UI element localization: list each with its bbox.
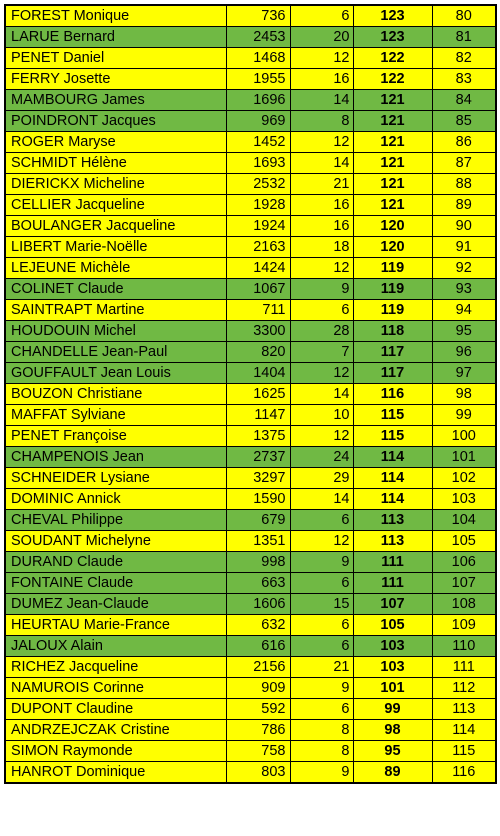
- total-points-cell: 1452: [226, 132, 290, 153]
- total-points-cell: 1696: [226, 90, 290, 111]
- games-count-cell: 9: [290, 279, 353, 300]
- table-row: [5, 573, 496, 594]
- player-name-cell: DIERICKX Micheline: [5, 174, 226, 195]
- games-count-cell: 14: [290, 489, 353, 510]
- player-name-cell: FONTAINE Claude: [5, 573, 226, 594]
- games-count-cell: 12: [290, 258, 353, 279]
- table-row: [5, 762, 496, 784]
- total-points-cell: 998: [226, 552, 290, 573]
- player-name-cell: DUMEZ Jean-Claude: [5, 594, 226, 615]
- total-points-cell: 1693: [226, 153, 290, 174]
- rank-cell: 100: [432, 426, 496, 447]
- average-cell: 117: [353, 363, 432, 384]
- rank-cell: 109: [432, 615, 496, 636]
- total-points-cell: 1424: [226, 258, 290, 279]
- player-name-cell: RICHEZ Jacqueline: [5, 657, 226, 678]
- games-count-cell: 9: [290, 552, 353, 573]
- games-count-cell: 12: [290, 426, 353, 447]
- player-name-cell: GOUFFAULT Jean Louis: [5, 363, 226, 384]
- games-count-cell: 8: [290, 111, 353, 132]
- average-cell: 99: [353, 699, 432, 720]
- average-cell: 123: [353, 5, 432, 27]
- average-cell: 120: [353, 216, 432, 237]
- total-points-cell: 1067: [226, 279, 290, 300]
- player-name-cell: DUPONT Claudine: [5, 699, 226, 720]
- player-name-cell: DOMINIC Annick: [5, 489, 226, 510]
- rank-cell: 95: [432, 321, 496, 342]
- table-row: [5, 531, 496, 552]
- table-row: [5, 384, 496, 405]
- rank-cell: 84: [432, 90, 496, 111]
- rank-cell: 104: [432, 510, 496, 531]
- player-name-cell: SOUDANT Michelyne: [5, 531, 226, 552]
- average-cell: 121: [353, 195, 432, 216]
- total-points-cell: 1606: [226, 594, 290, 615]
- average-cell: 121: [353, 111, 432, 132]
- average-cell: 122: [353, 48, 432, 69]
- total-points-cell: 1955: [226, 69, 290, 90]
- rank-cell: 83: [432, 69, 496, 90]
- average-cell: 116: [353, 384, 432, 405]
- average-cell: 122: [353, 69, 432, 90]
- rank-cell: 99: [432, 405, 496, 426]
- table-row: [5, 342, 496, 363]
- player-name-cell: ANDRZEJCZAK Cristine: [5, 720, 226, 741]
- table-row: [5, 258, 496, 279]
- total-points-cell: 2163: [226, 237, 290, 258]
- table-row: [5, 699, 496, 720]
- average-cell: 103: [353, 657, 432, 678]
- table-row: [5, 111, 496, 132]
- player-name-cell: CHEVAL Philippe: [5, 510, 226, 531]
- average-cell: 114: [353, 489, 432, 510]
- average-cell: 113: [353, 531, 432, 552]
- player-name-cell: SCHNEIDER Lysiane: [5, 468, 226, 489]
- rank-cell: 92: [432, 258, 496, 279]
- table-row: [5, 468, 496, 489]
- total-points-cell: 616: [226, 636, 290, 657]
- average-cell: 89: [353, 762, 432, 784]
- average-cell: 98: [353, 720, 432, 741]
- games-count-cell: 20: [290, 27, 353, 48]
- table-row: [5, 489, 496, 510]
- games-count-cell: 29: [290, 468, 353, 489]
- player-name-cell: HEURTAU Marie-France: [5, 615, 226, 636]
- games-count-cell: 7: [290, 342, 353, 363]
- games-count-cell: 10: [290, 405, 353, 426]
- total-points-cell: 2532: [226, 174, 290, 195]
- average-cell: 114: [353, 468, 432, 489]
- total-points-cell: 1468: [226, 48, 290, 69]
- total-points-cell: 1375: [226, 426, 290, 447]
- player-name-cell: DURAND Claude: [5, 552, 226, 573]
- total-points-cell: 2737: [226, 447, 290, 468]
- games-count-cell: 28: [290, 321, 353, 342]
- average-cell: 121: [353, 132, 432, 153]
- average-cell: 114: [353, 447, 432, 468]
- player-name-cell: LARUE Bernard: [5, 27, 226, 48]
- player-name-cell: JALOUX Alain: [5, 636, 226, 657]
- total-points-cell: 1625: [226, 384, 290, 405]
- player-name-cell: SIMON Raymonde: [5, 741, 226, 762]
- rank-cell: 93: [432, 279, 496, 300]
- table-row: [5, 5, 496, 27]
- total-points-cell: 786: [226, 720, 290, 741]
- table-row: [5, 594, 496, 615]
- player-name-cell: ROGER Maryse: [5, 132, 226, 153]
- table-row: [5, 27, 496, 48]
- table-row: [5, 447, 496, 468]
- table-row: [5, 132, 496, 153]
- average-cell: 121: [353, 90, 432, 111]
- average-cell: 117: [353, 342, 432, 363]
- player-name-cell: MAMBOURG James: [5, 90, 226, 111]
- games-count-cell: 12: [290, 363, 353, 384]
- average-cell: 123: [353, 27, 432, 48]
- average-cell: 107: [353, 594, 432, 615]
- total-points-cell: 632: [226, 615, 290, 636]
- table-row: [5, 741, 496, 762]
- table-row: [5, 216, 496, 237]
- player-name-cell: COLINET Claude: [5, 279, 226, 300]
- average-cell: 111: [353, 552, 432, 573]
- player-name-cell: HANROT Dominique: [5, 762, 226, 784]
- table-row: [5, 552, 496, 573]
- table-row: [5, 195, 496, 216]
- rank-cell: 85: [432, 111, 496, 132]
- rank-cell: 113: [432, 699, 496, 720]
- player-name-cell: NAMUROIS Corinne: [5, 678, 226, 699]
- average-cell: 120: [353, 237, 432, 258]
- total-points-cell: 663: [226, 573, 290, 594]
- rank-cell: 108: [432, 594, 496, 615]
- average-cell: 111: [353, 573, 432, 594]
- rank-cell: 97: [432, 363, 496, 384]
- average-cell: 115: [353, 405, 432, 426]
- games-count-cell: 15: [290, 594, 353, 615]
- average-cell: 101: [353, 678, 432, 699]
- player-name-cell: HOUDOUIN Michel: [5, 321, 226, 342]
- games-count-cell: 6: [290, 573, 353, 594]
- total-points-cell: 820: [226, 342, 290, 363]
- total-points-cell: 679: [226, 510, 290, 531]
- average-cell: 105: [353, 615, 432, 636]
- average-cell: 118: [353, 321, 432, 342]
- games-count-cell: 16: [290, 216, 353, 237]
- total-points-cell: 3297: [226, 468, 290, 489]
- player-name-cell: CHAMPENOIS Jean: [5, 447, 226, 468]
- average-cell: 119: [353, 279, 432, 300]
- games-count-cell: 14: [290, 90, 353, 111]
- total-points-cell: 2156: [226, 657, 290, 678]
- games-count-cell: 14: [290, 153, 353, 174]
- player-name-cell: CELLIER Jacqueline: [5, 195, 226, 216]
- rank-cell: 91: [432, 237, 496, 258]
- rank-cell: 106: [432, 552, 496, 573]
- table-row: [5, 363, 496, 384]
- table-row: [5, 426, 496, 447]
- table-row: [5, 174, 496, 195]
- total-points-cell: 803: [226, 762, 290, 784]
- player-name-cell: CHANDELLE Jean-Paul: [5, 342, 226, 363]
- player-name-cell: PENET Daniel: [5, 48, 226, 69]
- total-points-cell: 1590: [226, 489, 290, 510]
- games-count-cell: 6: [290, 615, 353, 636]
- ranking-table-body: [5, 5, 496, 783]
- games-count-cell: 24: [290, 447, 353, 468]
- games-count-cell: 21: [290, 657, 353, 678]
- games-count-cell: 6: [290, 510, 353, 531]
- games-count-cell: 16: [290, 69, 353, 90]
- games-count-cell: 8: [290, 741, 353, 762]
- rank-cell: 107: [432, 573, 496, 594]
- average-cell: 119: [353, 258, 432, 279]
- player-name-cell: LEJEUNE Michèle: [5, 258, 226, 279]
- rank-cell: 86: [432, 132, 496, 153]
- total-points-cell: 1928: [226, 195, 290, 216]
- total-points-cell: 592: [226, 699, 290, 720]
- average-cell: 121: [353, 153, 432, 174]
- rank-cell: 82: [432, 48, 496, 69]
- total-points-cell: 909: [226, 678, 290, 699]
- player-name-cell: LIBERT Marie-Noëlle: [5, 237, 226, 258]
- table-row: [5, 657, 496, 678]
- table-row: [5, 720, 496, 741]
- games-count-cell: 12: [290, 132, 353, 153]
- player-name-cell: BOUZON Christiane: [5, 384, 226, 405]
- total-points-cell: 1924: [226, 216, 290, 237]
- table-row: [5, 615, 496, 636]
- rank-cell: 110: [432, 636, 496, 657]
- average-cell: 113: [353, 510, 432, 531]
- rank-cell: 101: [432, 447, 496, 468]
- rank-cell: 88: [432, 174, 496, 195]
- player-name-cell: SCHMIDT Hélène: [5, 153, 226, 174]
- rank-cell: 103: [432, 489, 496, 510]
- rank-cell: 102: [432, 468, 496, 489]
- table-row: [5, 510, 496, 531]
- rank-cell: 80: [432, 5, 496, 27]
- player-name-cell: BOULANGER Jacqueline: [5, 216, 226, 237]
- rank-cell: 90: [432, 216, 496, 237]
- games-count-cell: 9: [290, 762, 353, 784]
- player-name-cell: PENET Françoise: [5, 426, 226, 447]
- table-row: [5, 153, 496, 174]
- rank-cell: 112: [432, 678, 496, 699]
- table-row: [5, 279, 496, 300]
- table-row: [5, 636, 496, 657]
- table-row: [5, 90, 496, 111]
- games-count-cell: 21: [290, 174, 353, 195]
- games-count-cell: 9: [290, 678, 353, 699]
- total-points-cell: 3300: [226, 321, 290, 342]
- table-row: [5, 321, 496, 342]
- games-count-cell: 6: [290, 5, 353, 27]
- player-name-cell: FERRY Josette: [5, 69, 226, 90]
- total-points-cell: 1351: [226, 531, 290, 552]
- table-row: [5, 69, 496, 90]
- player-name-cell: MAFFAT Sylviane: [5, 405, 226, 426]
- total-points-cell: 1147: [226, 405, 290, 426]
- rank-cell: 96: [432, 342, 496, 363]
- rank-cell: 116: [432, 762, 496, 784]
- rank-cell: 115: [432, 741, 496, 762]
- games-count-cell: 6: [290, 699, 353, 720]
- rank-cell: 89: [432, 195, 496, 216]
- average-cell: 95: [353, 741, 432, 762]
- total-points-cell: 758: [226, 741, 290, 762]
- rank-cell: 87: [432, 153, 496, 174]
- games-count-cell: 16: [290, 195, 353, 216]
- average-cell: 115: [353, 426, 432, 447]
- rank-cell: 111: [432, 657, 496, 678]
- total-points-cell: 969: [226, 111, 290, 132]
- table-row: [5, 237, 496, 258]
- player-name-cell: POINDRONT Jacques: [5, 111, 226, 132]
- games-count-cell: 8: [290, 720, 353, 741]
- rank-cell: 94: [432, 300, 496, 321]
- total-points-cell: 2453: [226, 27, 290, 48]
- rank-cell: 114: [432, 720, 496, 741]
- table-row: [5, 48, 496, 69]
- table-row: [5, 300, 496, 321]
- rank-cell: 98: [432, 384, 496, 405]
- games-count-cell: 6: [290, 300, 353, 321]
- player-name-cell: FOREST Monique: [5, 5, 226, 27]
- games-count-cell: 14: [290, 384, 353, 405]
- ranking-table: [4, 4, 497, 784]
- player-name-cell: SAINTRAPT Martine: [5, 300, 226, 321]
- games-count-cell: 12: [290, 48, 353, 69]
- table-row: [5, 405, 496, 426]
- rank-cell: 81: [432, 27, 496, 48]
- total-points-cell: 711: [226, 300, 290, 321]
- average-cell: 119: [353, 300, 432, 321]
- games-count-cell: 18: [290, 237, 353, 258]
- rank-cell: 105: [432, 531, 496, 552]
- games-count-cell: 6: [290, 636, 353, 657]
- total-points-cell: 1404: [226, 363, 290, 384]
- table-row: [5, 678, 496, 699]
- average-cell: 121: [353, 174, 432, 195]
- average-cell: 103: [353, 636, 432, 657]
- total-points-cell: 736: [226, 5, 290, 27]
- games-count-cell: 12: [290, 531, 353, 552]
